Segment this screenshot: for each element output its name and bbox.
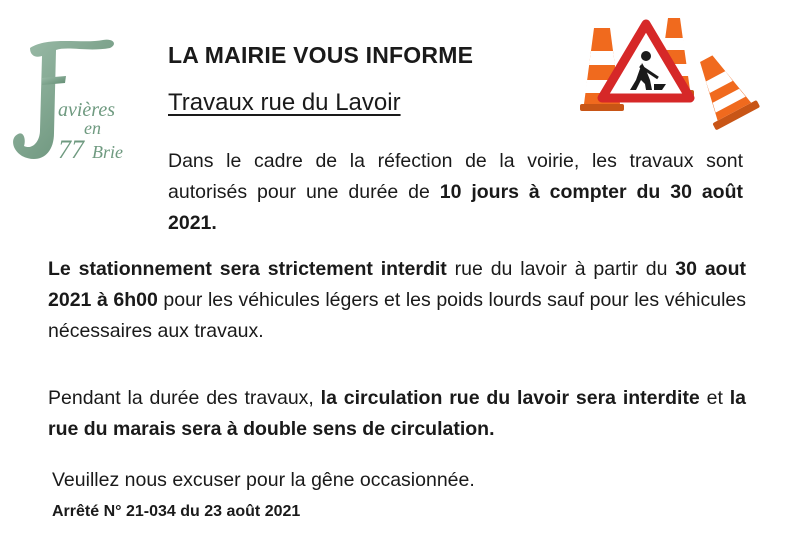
text: Pendant la durée des travaux,	[48, 387, 321, 409]
traffic-cone-icon	[684, 47, 760, 130]
bold-text: la rue du marais sera à double sens de circulation.	[48, 387, 746, 440]
paragraph-parking	[48, 254, 746, 347]
logo-text-en: en	[84, 118, 101, 138]
bold-text: 30 aout 2021 à 6h00	[48, 258, 746, 311]
closing-apology: Veuillez nous excuser pour la gêne occasionnée.	[52, 469, 475, 491]
logo-text-77: 77	[58, 135, 84, 164]
page-subtitle: Travaux rue du Lavoir	[168, 89, 401, 116]
logo-text-avieres: avières	[58, 99, 116, 121]
text: Dans le cadre de la réfection de la voirie, les travaux sont autorisés pour une durée de	[168, 150, 743, 203]
roadworks-icon	[566, 18, 771, 130]
text: et	[699, 387, 730, 409]
text: pour les véhicules légers et les poids lourds sauf pour les véhicules nécessaires aux travaux.	[48, 289, 746, 342]
page-title: LA MAIRIE VOUS INFORME	[168, 42, 474, 68]
text: rue du lavoir à partir du	[446, 258, 676, 280]
logo-text-brie: Brie	[92, 142, 123, 162]
bold-text: 10 jours à compter du 30 août 2021.	[168, 181, 743, 234]
bold-text: Le stationnement sera strictement interdit	[48, 258, 447, 280]
paragraph-duration	[168, 146, 743, 239]
bold-text: la circulation rue du lavoir sera interdite	[320, 387, 700, 409]
paragraph-traffic	[48, 383, 746, 445]
decree-reference: Arrêté N° 21-034 du 23 août 2021	[52, 503, 301, 520]
favieres-en-brie-logo	[8, 38, 148, 170]
